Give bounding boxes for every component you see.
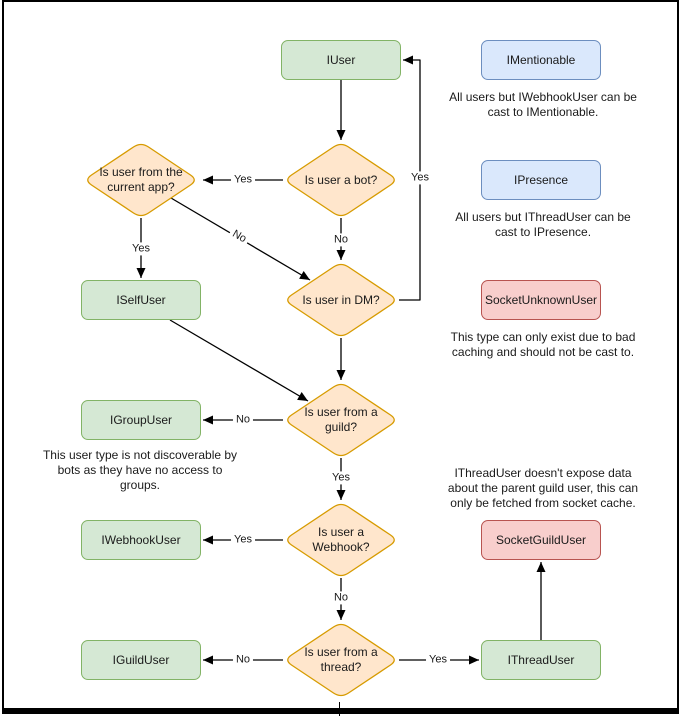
annotation-line: cast to IMentionable. bbox=[487, 105, 599, 119]
annotation-line: This user type is not discoverable by bbox=[42, 448, 238, 462]
node-label-ipresence: IPresence bbox=[513, 172, 569, 187]
annotation-note-ipresence bbox=[455, 210, 630, 240]
edge-label-bot-to-currentapp: Yes bbox=[231, 173, 255, 186]
annotation-line: IThreadUser doesn't expose data bbox=[454, 466, 632, 480]
node-q-webhook bbox=[282, 500, 400, 580]
node-imentionable bbox=[481, 40, 601, 80]
edge-label-bot-to-dm: No bbox=[331, 233, 351, 246]
node-q-thread bbox=[282, 620, 400, 700]
node-iuser bbox=[281, 40, 401, 80]
node-iwebhookuser bbox=[81, 520, 201, 560]
annotation-note-imentionable bbox=[449, 90, 637, 120]
node-label-q-webhook: Is user a Webhook? bbox=[312, 525, 370, 554]
node-label-iuser: IUser bbox=[326, 52, 356, 67]
node-label-q-guild: Is user from a guild? bbox=[304, 405, 378, 434]
node-iselfuser bbox=[81, 280, 201, 320]
annotation-line: bots as they have no access to bbox=[57, 463, 223, 477]
node-ithreaduser bbox=[481, 640, 601, 680]
node-label-q-dm: Is user in DM? bbox=[302, 292, 380, 307]
annotation-line: All users but IWebhookUser can be bbox=[449, 90, 637, 104]
page-boundary-tick bbox=[339, 702, 340, 716]
annotation-line: cast to IPresence. bbox=[494, 225, 592, 239]
node-q-bot bbox=[282, 140, 400, 220]
node-label-igroupuser: IGroupUser bbox=[109, 412, 173, 427]
annotation-line: groups. bbox=[119, 478, 161, 492]
node-socketunknownuser bbox=[481, 280, 601, 320]
node-label-q-bot: Is user a bot? bbox=[304, 172, 378, 187]
edge-label-dm-to-iuser: Yes bbox=[408, 171, 432, 184]
node-ipresence bbox=[481, 160, 601, 200]
edge-label-guild-to-webhook: Yes bbox=[329, 471, 353, 484]
annotation-line: This type can only exist due to bad bbox=[450, 330, 636, 344]
node-label-q-thread: Is user from a thread? bbox=[304, 645, 378, 674]
node-iguilduser bbox=[81, 640, 201, 680]
edge-label-thread-to-iguilduser: No bbox=[233, 653, 253, 666]
node-label-socketguilduser: SocketGuildUser bbox=[495, 532, 587, 547]
node-q-guild bbox=[282, 380, 400, 460]
node-label-iwebhookuser: IWebhookUser bbox=[101, 532, 181, 547]
edge-label-currentapp-to-dm: No bbox=[227, 226, 251, 247]
node-socketguilduser bbox=[481, 520, 601, 560]
edge-label-thread-to-ithreaduser: Yes bbox=[426, 653, 450, 666]
node-igroupuser bbox=[81, 400, 201, 440]
edge-label-currentapp-to-iselfuser: Yes bbox=[129, 242, 153, 255]
edge-label-webhook-to-thread: No bbox=[331, 591, 351, 604]
edge-label-webhook-to-iwebhookuser: Yes bbox=[231, 533, 255, 546]
node-q-dm bbox=[282, 260, 400, 340]
annotation-note-socketguilduser bbox=[448, 466, 638, 511]
annotation-note-igroupuser bbox=[43, 448, 237, 493]
annotation-line: only be fetched from socket cache. bbox=[450, 496, 636, 510]
node-label-imentionable: IMentionable bbox=[506, 52, 576, 67]
annotation-note-socketunknownuser bbox=[451, 330, 636, 360]
node-label-ithreaduser: IThreadUser bbox=[507, 652, 575, 667]
node-q-current-app bbox=[82, 140, 200, 220]
node-label-iselfuser: ISelfUser bbox=[116, 292, 166, 307]
annotation-line: caching and should not be cast to. bbox=[451, 345, 635, 359]
node-label-iguilduser: IGuildUser bbox=[112, 652, 170, 667]
edge-label-guild-to-igroupuser: No bbox=[233, 413, 253, 426]
node-label-q-current-app: Is user from the current app? bbox=[99, 165, 183, 194]
node-label-socketunknownuser: SocketUnknownUser bbox=[484, 292, 598, 307]
annotation-line: All users but IThreadUser can be bbox=[455, 210, 631, 224]
annotation-line: about the parent guild user, this can bbox=[447, 481, 639, 495]
